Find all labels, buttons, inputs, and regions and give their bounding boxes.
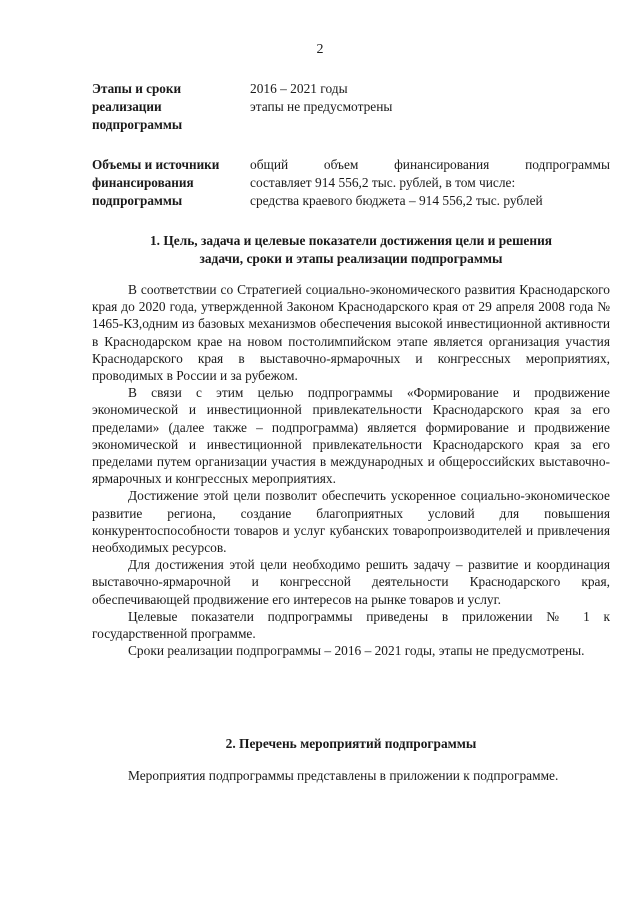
paragraph: Для достижения этой цели необходимо решить задачу – развитие и координация выставочно-ярмарочной и конгрессной деятельности Краснодарского края, обеспечивающей продвижение его интересов на рынке товаров и услуг. xyxy=(92,557,610,607)
passport-row-funding xyxy=(92,156,610,210)
paragraph: Целевые показатели подпрограммы приведены в приложении № 1 к государственной программе. xyxy=(92,608,610,642)
paragraph: В связи с этим целью подпрограммы «Формирование и продвижение экономической и инвестиционной привлекательности Краснодарского края за его пределами» (далее также – подпрограмма) является формирование и продвижение экономической и инвестиционной привлекательности Краснодарского края за его пределами путем организации участия в международных и общероссийских выставочно-ярмарочных и конгрессных мероприятиях. xyxy=(92,385,610,487)
paragraph: Сроки реализации подпрограммы – 2016 – 2021 годы, этапы не предусмотрены. xyxy=(128,643,585,659)
passport-row-terms xyxy=(92,80,610,134)
value-line: общий объем финансирования подпрограммы xyxy=(250,157,610,172)
passport-value xyxy=(250,156,610,210)
passport-label xyxy=(92,80,250,134)
paragraph: Достижение этой цели позволит обеспечить ускоренное социально-экономическое развитие региона, создание благоприятных условий для повышения конкурентоспособности товаров и услуг кубанских товаропроизводителей и привлечения необходимых ресурсов. xyxy=(92,488,610,556)
value-line: средства краевого бюджета – 914 556,2 тыс. рублей xyxy=(250,193,543,208)
section1-title xyxy=(92,232,610,268)
label-line: Этапы и сроки xyxy=(92,81,182,96)
paragraph: Мероприятия подпрограммы представлены в приложении к подпрограмме. xyxy=(128,768,559,783)
label-line: реализации xyxy=(92,99,162,114)
label-line: финансирования xyxy=(92,175,194,190)
label-line: подпрограммы xyxy=(92,193,183,208)
section2-title: 2. Перечень мероприятий подпрограммы xyxy=(225,736,477,751)
section1-title-line: задачи, сроки и этапы реализации подпрограммы xyxy=(199,251,503,266)
value-line: составляет 914 556,2 тыс. рублей, в том числе: xyxy=(250,175,516,190)
value-line: этапы не предусмотрены xyxy=(250,99,393,114)
paragraph: В соответствии со Стратегией социально-экономического развития Краснодарского края до 2020 года, утвержденной Законом Краснодарского края от 29 апреля 2008 года № 1465-КЗ,одним из базовых механизмов обеспечения высокой инвестиционной активности в Краснодарском крае на новом постолимпийском этапе является организация участия Краснодарского края в выставочно-ярмарочных и конгрессных мероприятиях, проводимых в России и за рубежом. xyxy=(92,282,610,384)
section1-body xyxy=(92,281,610,659)
section2-body xyxy=(92,767,610,784)
passport-table xyxy=(92,80,610,232)
label-line: Объемы и источники xyxy=(92,157,220,172)
passport-label xyxy=(92,156,250,210)
page-number: 2 xyxy=(316,42,324,57)
passport-value xyxy=(250,80,610,134)
section1-title-line: 1. Цель, задача и целевые показатели достижения цели и решения xyxy=(149,233,553,248)
label-line: подпрограммы xyxy=(92,117,183,132)
value-line: 2016 – 2021 годы xyxy=(250,81,348,96)
